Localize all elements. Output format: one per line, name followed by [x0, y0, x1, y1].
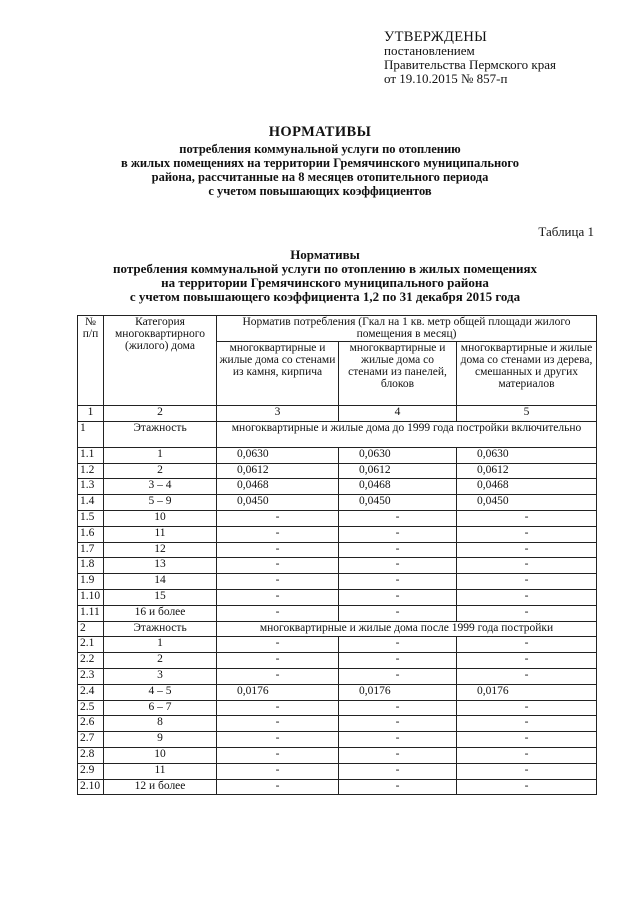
row-category: 3 – 4: [104, 479, 217, 495]
document-title: НОРМАТИВЫ: [268, 124, 372, 140]
approval-heading: УТВЕРЖДЕНЫ: [384, 29, 488, 45]
norm-value: -: [339, 700, 457, 716]
table-row: [78, 479, 597, 495]
norm-value: -: [457, 526, 597, 542]
norm-value: -: [457, 653, 597, 669]
norm-value: -: [217, 510, 339, 526]
norm-value: 0,0630: [217, 447, 339, 463]
row-number: 1.7: [78, 542, 104, 558]
norm-value: -: [339, 526, 457, 542]
header-col4: многоквартирные и жилые дома со стенами из панелей, блоков: [339, 342, 457, 406]
norm-value: 0,0450: [217, 495, 339, 511]
table-row: [78, 447, 597, 463]
norm-value: -: [339, 605, 457, 621]
norm-value: -: [457, 605, 597, 621]
row-category: 2: [104, 463, 217, 479]
norm-value: -: [339, 510, 457, 526]
section-label: Этажность: [104, 421, 217, 447]
norm-value: -: [217, 605, 339, 621]
table-row: [78, 763, 597, 779]
index-cell: 4: [339, 406, 457, 422]
table-row: [78, 605, 597, 621]
approval-line: от 19.10.2015 № 857-п: [384, 71, 508, 86]
row-number: 1.11: [78, 605, 104, 621]
row-number: 2.5: [78, 700, 104, 716]
norm-value: -: [457, 716, 597, 732]
norm-value: -: [217, 558, 339, 574]
table-title: [60, 248, 590, 304]
row-number: 1.6: [78, 526, 104, 542]
approval-line: постановлением: [384, 43, 475, 58]
table-row: [78, 463, 597, 479]
norm-value: -: [217, 526, 339, 542]
row-category: 12: [104, 542, 217, 558]
row-number: 2.8: [78, 747, 104, 763]
row-number: 1.5: [78, 510, 104, 526]
norm-value: 0,0176: [217, 684, 339, 700]
row-number: 2.10: [78, 779, 104, 795]
index-cell: 3: [217, 406, 339, 422]
row-number: 2.3: [78, 668, 104, 684]
section-description: многоквартирные и жилые дома после 1999 года постройки: [217, 621, 597, 637]
norm-value: -: [217, 589, 339, 605]
row-category: 15: [104, 589, 217, 605]
row-category: 5 – 9: [104, 495, 217, 511]
norm-value: 0,0450: [457, 495, 597, 511]
norm-value: 0,0612: [217, 463, 339, 479]
table-row: [78, 495, 597, 511]
row-category: 11: [104, 763, 217, 779]
section-row: [78, 421, 597, 447]
norm-value: -: [217, 700, 339, 716]
table-row: [78, 526, 597, 542]
approval-line: Правительства Пермского края: [384, 57, 556, 72]
header-num: № п/п: [78, 316, 104, 406]
section-label: Этажность: [104, 621, 217, 637]
norm-value: -: [457, 763, 597, 779]
row-category: 11: [104, 526, 217, 542]
approval-stamp: [384, 30, 556, 86]
row-number: 2.7: [78, 732, 104, 748]
norm-value: -: [217, 637, 339, 653]
table-row: [78, 637, 597, 653]
norm-value: -: [457, 558, 597, 574]
norm-value: -: [457, 732, 597, 748]
table-title-line: потребления коммунальной услуги по отоплению в жилых помещениях: [113, 261, 537, 276]
subtitle-line: в жилых помещениях на территории Гремячинского муниципального: [120, 156, 520, 170]
norm-value: -: [457, 637, 597, 653]
table-row: [78, 558, 597, 574]
section-number: 1: [78, 421, 104, 447]
table-row: [78, 653, 597, 669]
norm-value: -: [339, 763, 457, 779]
norm-value: -: [339, 637, 457, 653]
table-row: [78, 732, 597, 748]
table-label: Таблица 1: [538, 224, 594, 239]
table-title-line: на территории Гремячинского муниципального района: [161, 275, 489, 290]
index-cell: 1: [78, 406, 104, 422]
table-row: [78, 510, 597, 526]
row-number: 1.2: [78, 463, 104, 479]
subtitle-line: района, рассчитанные на 8 месяцев отопительного периода: [151, 170, 489, 184]
norm-value: -: [339, 653, 457, 669]
norm-value: -: [457, 589, 597, 605]
index-cell: 5: [457, 406, 597, 422]
row-category: 8: [104, 716, 217, 732]
norm-value: -: [217, 668, 339, 684]
index-cell: 2: [104, 406, 217, 422]
header-category: Категория многоквартирного (жилого) дома: [104, 316, 217, 406]
norm-value: -: [339, 589, 457, 605]
norm-value: -: [457, 574, 597, 590]
row-category: 12 и более: [104, 779, 217, 795]
norm-value: -: [217, 542, 339, 558]
subtitle-line: с учетом повышающих коэффициентов: [208, 184, 432, 198]
section-row: [78, 621, 597, 637]
norm-value: -: [339, 747, 457, 763]
table-row: [78, 684, 597, 700]
norm-value: -: [457, 542, 597, 558]
norms-table: [77, 315, 597, 795]
norm-value: 0,0612: [339, 463, 457, 479]
norm-value: -: [457, 510, 597, 526]
norm-value: -: [339, 558, 457, 574]
section-number: 2: [78, 621, 104, 637]
norm-value: -: [217, 732, 339, 748]
subtitle-line: потребления коммунальной услуги по отоплению: [179, 142, 461, 156]
row-category: 1: [104, 637, 217, 653]
row-category: 3: [104, 668, 217, 684]
row-category: 13: [104, 558, 217, 574]
row-number: 1.3: [78, 479, 104, 495]
norm-value: -: [339, 542, 457, 558]
norm-value: -: [217, 779, 339, 795]
norm-value: -: [217, 653, 339, 669]
row-category: 6 – 7: [104, 700, 217, 716]
table-row: [78, 747, 597, 763]
row-category: 10: [104, 747, 217, 763]
table-row: [78, 668, 597, 684]
header-norm: Норматив потребления (Гкал на 1 кв. метр общей площади жилого помещения в месяц): [217, 316, 597, 342]
norm-value: -: [457, 668, 597, 684]
row-category: 10: [104, 510, 217, 526]
row-number: 2.6: [78, 716, 104, 732]
row-number: 1.4: [78, 495, 104, 511]
index-row: [78, 406, 597, 422]
row-category: 9: [104, 732, 217, 748]
row-category: 2: [104, 653, 217, 669]
row-category: 4 – 5: [104, 684, 217, 700]
header-col5: многоквартирные и жилые дома со стенами из дерева, смешанных и других материалов: [457, 342, 597, 406]
row-number: 2.4: [78, 684, 104, 700]
norm-value: 0,0630: [457, 447, 597, 463]
table-row: [78, 542, 597, 558]
table-row: [78, 574, 597, 590]
norm-value: -: [217, 716, 339, 732]
norm-value: -: [339, 668, 457, 684]
table-row: [78, 716, 597, 732]
norm-value: -: [217, 747, 339, 763]
norm-value: -: [339, 732, 457, 748]
document-subtitle: [60, 142, 580, 198]
norm-value: -: [457, 779, 597, 795]
norm-value: -: [339, 574, 457, 590]
table-row: [78, 700, 597, 716]
table-title-line: с учетом повышающего коэффициента 1,2 по 31 декабря 2015 года: [129, 289, 521, 304]
norm-value: 0,0450: [339, 495, 457, 511]
norm-value: -: [339, 716, 457, 732]
norm-value: 0,0176: [339, 684, 457, 700]
norm-value: 0,0468: [217, 479, 339, 495]
norm-value: 0,0468: [457, 479, 597, 495]
norm-value: -: [217, 763, 339, 779]
table-row: [78, 589, 597, 605]
row-number: 1.9: [78, 574, 104, 590]
row-number: 2.2: [78, 653, 104, 669]
norm-value: -: [217, 574, 339, 590]
row-category: 1: [104, 447, 217, 463]
table-row: [78, 779, 597, 795]
norm-value: 0,0176: [457, 684, 597, 700]
norm-value: 0,0612: [457, 463, 597, 479]
row-number: 1.10: [78, 589, 104, 605]
norm-value: -: [457, 747, 597, 763]
row-number: 1.1: [78, 447, 104, 463]
row-number: 2.1: [78, 637, 104, 653]
row-category: 16 и более: [104, 605, 217, 621]
row-number: 1.8: [78, 558, 104, 574]
norm-value: -: [339, 779, 457, 795]
norm-value: 0,0468: [339, 479, 457, 495]
section-description: многоквартирные и жилые дома до 1999 года постройки включительно: [217, 421, 597, 447]
norm-value: -: [457, 700, 597, 716]
row-category: 14: [104, 574, 217, 590]
table-body: [78, 421, 597, 795]
row-number: 2.9: [78, 763, 104, 779]
header-col3: многоквартирные и жилые дома со стенами из камня, кирпича: [217, 342, 339, 406]
table-title-line: Нормативы: [290, 247, 360, 262]
norm-value: 0,0630: [339, 447, 457, 463]
